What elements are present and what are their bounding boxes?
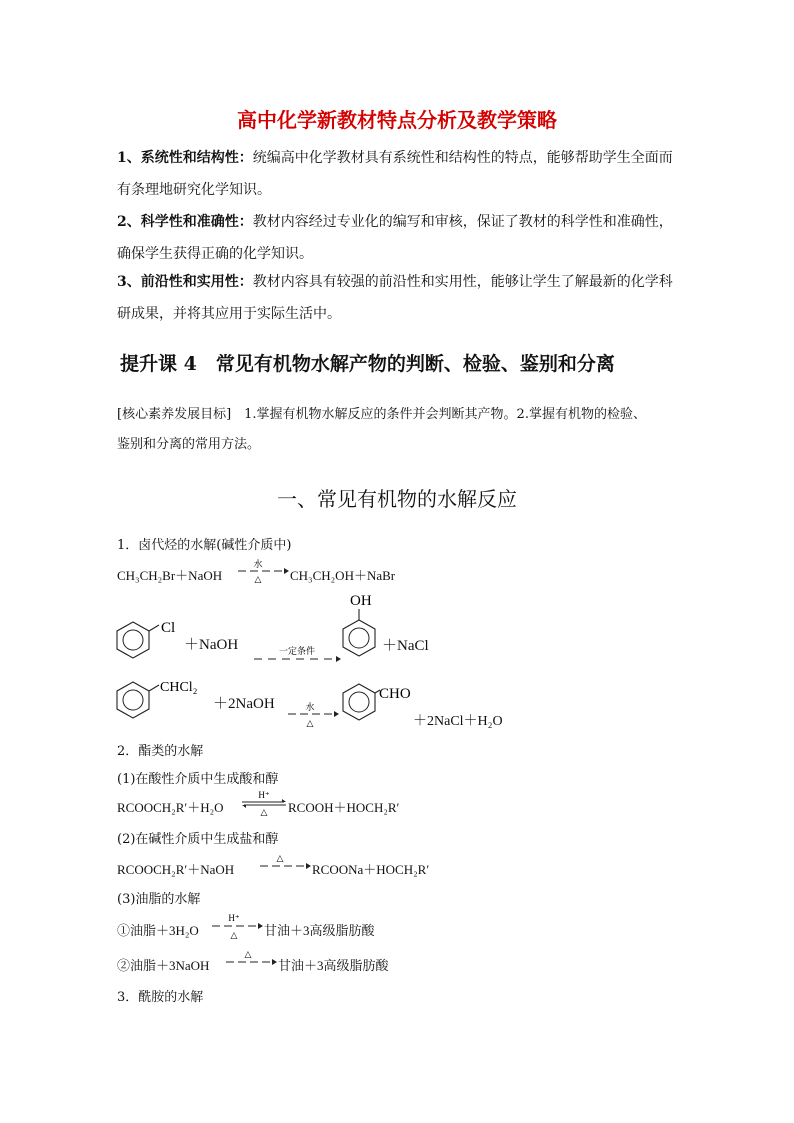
cond-bottom: △ — [254, 574, 262, 584]
feature-1-line1: 1、系统性和结构性：统编高中化学教材具有系统性和结构性的特点，能够帮助学生全面而 — [117, 150, 673, 166]
eq3-arrow — [286, 702, 340, 734]
cond-top: 水 — [253, 559, 263, 569]
cond-top: △ — [276, 853, 284, 863]
substituent-label: CHO — [379, 686, 411, 702]
section-title: 一、常见有机物的水解反应 — [277, 487, 517, 511]
cond-top: H⁺ — [258, 790, 270, 800]
lesson-title: 提升课 4 常见有机物水解产物的判断、检验、鉴别和分离 — [120, 353, 615, 375]
subsection-2-1: (1)在酸性介质中生成酸和醇 — [117, 772, 279, 787]
eq2-arrow — [252, 644, 342, 670]
cond-top: H⁺ — [228, 913, 240, 923]
subsection-2-2: (2)在碱性介质中生成盐和醇 — [117, 832, 279, 847]
substituent-label: OH — [350, 593, 372, 609]
feature-1-line2: 有条理地研究化学知识。 — [117, 182, 271, 198]
cond-bottom: △ — [260, 807, 268, 817]
eq2-reagent: ＋NaOH — [184, 637, 239, 653]
cond-top: △ — [244, 949, 252, 959]
subsection-3-heading: 3．酰胺的水解 — [117, 990, 204, 1005]
eq-ester-acid-right: RCOOH＋HOCH₂R′ — [288, 800, 400, 815]
eq-haloalkane-left: CH₃CH₂Br＋NaOH — [117, 568, 223, 583]
cond-bottom: △ — [230, 930, 238, 940]
eq-fat-base-right: 甘油＋3高级脂肪酸 — [278, 958, 389, 973]
feature-3-line2: 研成果，并将其应用于实际生活中。 — [117, 306, 341, 322]
reaction-arrow-icon — [236, 557, 290, 585]
reaction-arrow-icon — [258, 852, 312, 876]
substituent-label: CHCl₂ — [160, 680, 198, 695]
eq-fat-acid-arrow — [210, 912, 264, 944]
reaction-arrow-icon — [210, 912, 264, 940]
eq-ester-base-left: RCOOCH₂R′＋NaOH — [117, 862, 235, 877]
benzene-ring-icon — [112, 618, 182, 668]
subsection-2-heading: 2．酯类的水解 — [117, 744, 204, 759]
feature-2-line1: 2、科学性和准确性：教材内容经过专业化的编写和审核，保证了教材的科学性和准确性， — [117, 214, 673, 230]
reaction-arrow-icon — [286, 702, 340, 730]
eq-fat-acid-right: 甘油＋3高级脂肪酸 — [264, 923, 375, 938]
substituent-label: Cl — [161, 620, 176, 636]
eq-ester-base-arrow — [258, 852, 312, 880]
feature-3-line1: 3、前沿性和实用性：教材内容具有较强的前沿性和实用性，能够让学生了解最新的化学科 — [117, 274, 673, 290]
eq-haloalkane-right: CH₃CH₂OH＋NaBr — [290, 568, 396, 583]
benzene-ring-icon — [340, 590, 390, 668]
goals-line1: [核心素养发展目标] 1.掌握有机物水解反应的条件并会判断其产物。2.掌握有机物的检验、 — [117, 407, 646, 422]
eq3-reagent: ＋2NaOH — [213, 696, 275, 712]
eq-ester-acid-arrow — [240, 789, 288, 821]
eq-fat-acid-left: ①油脂＋3H₂O — [117, 923, 199, 938]
benzene-ring-icon — [338, 676, 418, 726]
reaction-arrow-icon — [252, 644, 342, 666]
eq-haloalkane-arrow — [236, 557, 290, 589]
reversible-arrow-icon — [240, 789, 288, 817]
cond-bottom: △ — [306, 718, 314, 728]
benzene-ring-icon — [112, 676, 212, 726]
reaction-arrow-icon — [224, 948, 278, 972]
subsection-2-3: (3)油脂的水解 — [117, 892, 201, 907]
cond-label: 一定条件 — [278, 646, 316, 656]
benzal-chloride-structure — [112, 676, 212, 730]
subsection-1-heading: 1．卤代烃的水解(碱性介质中) — [117, 538, 292, 553]
eq2-byproduct: ＋NaCl — [382, 638, 429, 654]
phenol-structure — [340, 590, 390, 672]
eq-fat-base-arrow — [224, 948, 278, 976]
chlorobenzene-structure — [112, 618, 182, 672]
eq3-byproduct: ＋2NaCl＋H₂O — [413, 714, 503, 729]
feature-2-line2: 确保学生获得正确的化学知识。 — [117, 246, 313, 262]
eq-ester-base-right: RCOONa＋HOCH₂R′ — [312, 862, 430, 877]
eq-fat-base-left: ②油脂＋3NaOH — [117, 958, 210, 973]
page-title: 高中化学新教材特点分析及教学策略 — [237, 108, 557, 132]
eq-ester-acid-left: RCOOCH₂R′＋H₂O — [117, 800, 224, 815]
goals-line2: 鉴别和分离的常用方法。 — [117, 437, 261, 452]
cond-top: 水 — [305, 702, 315, 712]
benzaldehyde-structure — [338, 676, 418, 730]
